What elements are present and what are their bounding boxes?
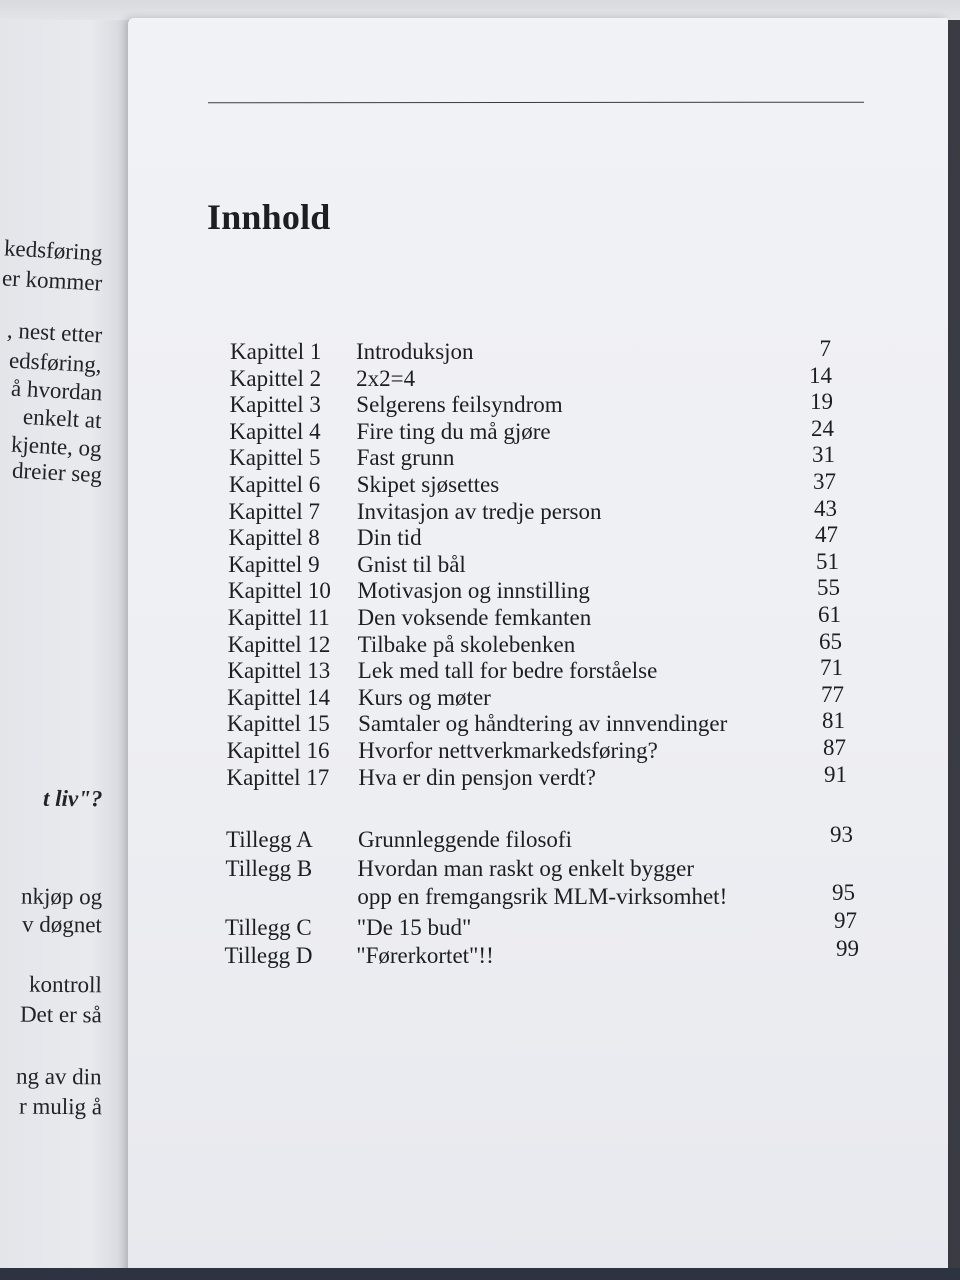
toc-chapter-page-number: 77 bbox=[821, 681, 844, 707]
toc-chapter-page-number: 87 bbox=[823, 735, 846, 760]
toc-appendix-page-number: 99 bbox=[836, 936, 859, 961]
toc-appendix-title: Grunnleggende filosofi bbox=[358, 827, 572, 852]
toc-chapter-page-number: 47 bbox=[815, 522, 838, 548]
toc-chapter-title: Skipet sjøsettes bbox=[356, 472, 500, 497]
left-page-line: Det er så bbox=[20, 1001, 103, 1028]
toc-chapter-label: Kapittel 6 bbox=[228, 472, 321, 497]
left-page-line: er kommer bbox=[1, 265, 103, 296]
toc-appendix-page-number: 95 bbox=[832, 880, 855, 905]
toc-appendix-label: Tillegg A bbox=[226, 827, 313, 852]
toc-chapter-page-number: 65 bbox=[819, 628, 842, 654]
left-page-line: kjente, og bbox=[10, 431, 103, 462]
toc-chapter-label: Kapittel 7 bbox=[228, 498, 321, 524]
toc-chapter-page-number: 24 bbox=[811, 415, 834, 441]
toc-appendix-label: Tillegg D bbox=[224, 943, 313, 968]
left-page-line: r mulig å bbox=[18, 1093, 103, 1120]
toc-chapter-title: Kurs og møter bbox=[357, 684, 491, 710]
left-page-line: kontroll bbox=[29, 971, 103, 998]
toc-appendix-label: Tillegg C bbox=[225, 915, 312, 940]
toc-appendix-page-number: 93 bbox=[830, 822, 853, 847]
toc-chapter-title: Samtaler og håndtering av innvendinger bbox=[358, 711, 728, 737]
toc-appendix-label: Tillegg B bbox=[225, 856, 313, 881]
left-page-line: ng av din bbox=[16, 1063, 103, 1090]
toc-chapter-title: Lek med tall for bedre forståelse bbox=[357, 658, 658, 684]
left-page-line: kedsføring bbox=[3, 235, 103, 266]
left-page-line: edsføring, bbox=[8, 347, 103, 378]
page-title: Innhold bbox=[207, 197, 331, 237]
toc-chapter-page-number: 43 bbox=[814, 495, 837, 521]
toc-chapter-page-number: 14 bbox=[809, 362, 832, 388]
toc-chapter-label: Kapittel 9 bbox=[228, 551, 320, 577]
toc-chapter-page-number: 91 bbox=[824, 761, 847, 787]
toc-chapter-page-number: 51 bbox=[816, 548, 839, 574]
toc-chapter-page-number: 19 bbox=[810, 389, 833, 415]
toc-chapter-page-number: 71 bbox=[820, 655, 843, 681]
left-page-line: nkjøp og bbox=[20, 883, 103, 910]
toc-appendix-title-line2: opp en fremgangsrik MLM-virksomhet! bbox=[357, 884, 728, 909]
toc-chapter-title: Fire ting du må gjøre bbox=[356, 418, 551, 444]
left-page-line: dreier seg bbox=[11, 457, 103, 488]
toc-appendix-page-number: 97 bbox=[834, 908, 857, 933]
toc-chapter-page-number: 81 bbox=[822, 708, 845, 734]
toc-chapter-page-number: 37 bbox=[813, 469, 836, 494]
toc-chapter-page-number: 55 bbox=[817, 575, 840, 601]
toc-chapter-title: Selgerens feilsyndrom bbox=[356, 392, 563, 418]
toc-chapter-label: Kapittel 14 bbox=[227, 684, 330, 710]
toc-chapter-label: Kapittel 16 bbox=[226, 738, 330, 763]
toc-chapter-page-number: 7 bbox=[819, 336, 831, 361]
left-page-line: t liv"? bbox=[42, 785, 103, 812]
toc-chapter-label: Kapittel 10 bbox=[228, 578, 331, 604]
toc-chapter-title: Invitasjon av tredje person bbox=[356, 498, 602, 524]
toc-chapter-label: Kapittel 2 bbox=[229, 365, 322, 391]
toc-chapter-title: Fast grunn bbox=[356, 445, 455, 471]
toc-appendix-title: Hvordan man raskt og enkelt bygger bbox=[357, 856, 694, 881]
toc-chapter-title: Din tid bbox=[357, 525, 422, 551]
toc-chapter-title: Motivasjon og innstilling bbox=[357, 578, 590, 604]
left-page-line: å hvordan bbox=[10, 375, 103, 406]
toc-chapter-label: Kapittel 8 bbox=[228, 525, 320, 551]
left-page-line: , nest etter bbox=[6, 317, 103, 348]
toc-chapter-label: Kapittel 13 bbox=[227, 658, 331, 684]
toc-chapter-label: Kapittel 12 bbox=[227, 631, 331, 657]
toc-chapter-page-number: 31 bbox=[812, 442, 835, 468]
toc-chapter-title: Den voksende femkanten bbox=[357, 605, 592, 630]
toc-appendix-title: "De 15 bud" bbox=[356, 915, 472, 940]
toc-chapter-title: Introduksjon bbox=[356, 339, 474, 364]
toc-appendix-title: "Førerkortet"!! bbox=[356, 943, 494, 968]
toc-chapter-label: Kapittel 5 bbox=[229, 445, 321, 471]
toc-chapter-label: Kapittel 3 bbox=[229, 392, 321, 418]
left-page-line: enkelt at bbox=[22, 403, 103, 434]
toc-chapter-title: Hva er din pensjon verdt? bbox=[358, 764, 596, 790]
toc-chapter-title: Gnist til bål bbox=[357, 551, 466, 577]
toc-chapter-label: Kapittel 17 bbox=[226, 764, 330, 790]
toc-chapter-label: Kapittel 1 bbox=[230, 339, 322, 364]
toc-chapter-label: Kapittel 11 bbox=[227, 605, 330, 630]
toc-chapter-label: Kapittel 4 bbox=[229, 418, 321, 444]
toc-chapter-title: Tilbake på skolebenken bbox=[357, 631, 576, 657]
left-page-line: v døgnet bbox=[22, 911, 103, 938]
book-cover-edge bbox=[0, 1268, 960, 1280]
toc-chapter-title: 2x2=4 bbox=[356, 365, 416, 391]
toc-chapter-page-number: 61 bbox=[818, 602, 841, 627]
toc-chapter-title: Hvorfor nettverkmarkedsføring? bbox=[358, 738, 658, 763]
page-top-edge bbox=[0, 0, 960, 20]
toc-chapter-label: Kapittel 15 bbox=[226, 711, 330, 737]
